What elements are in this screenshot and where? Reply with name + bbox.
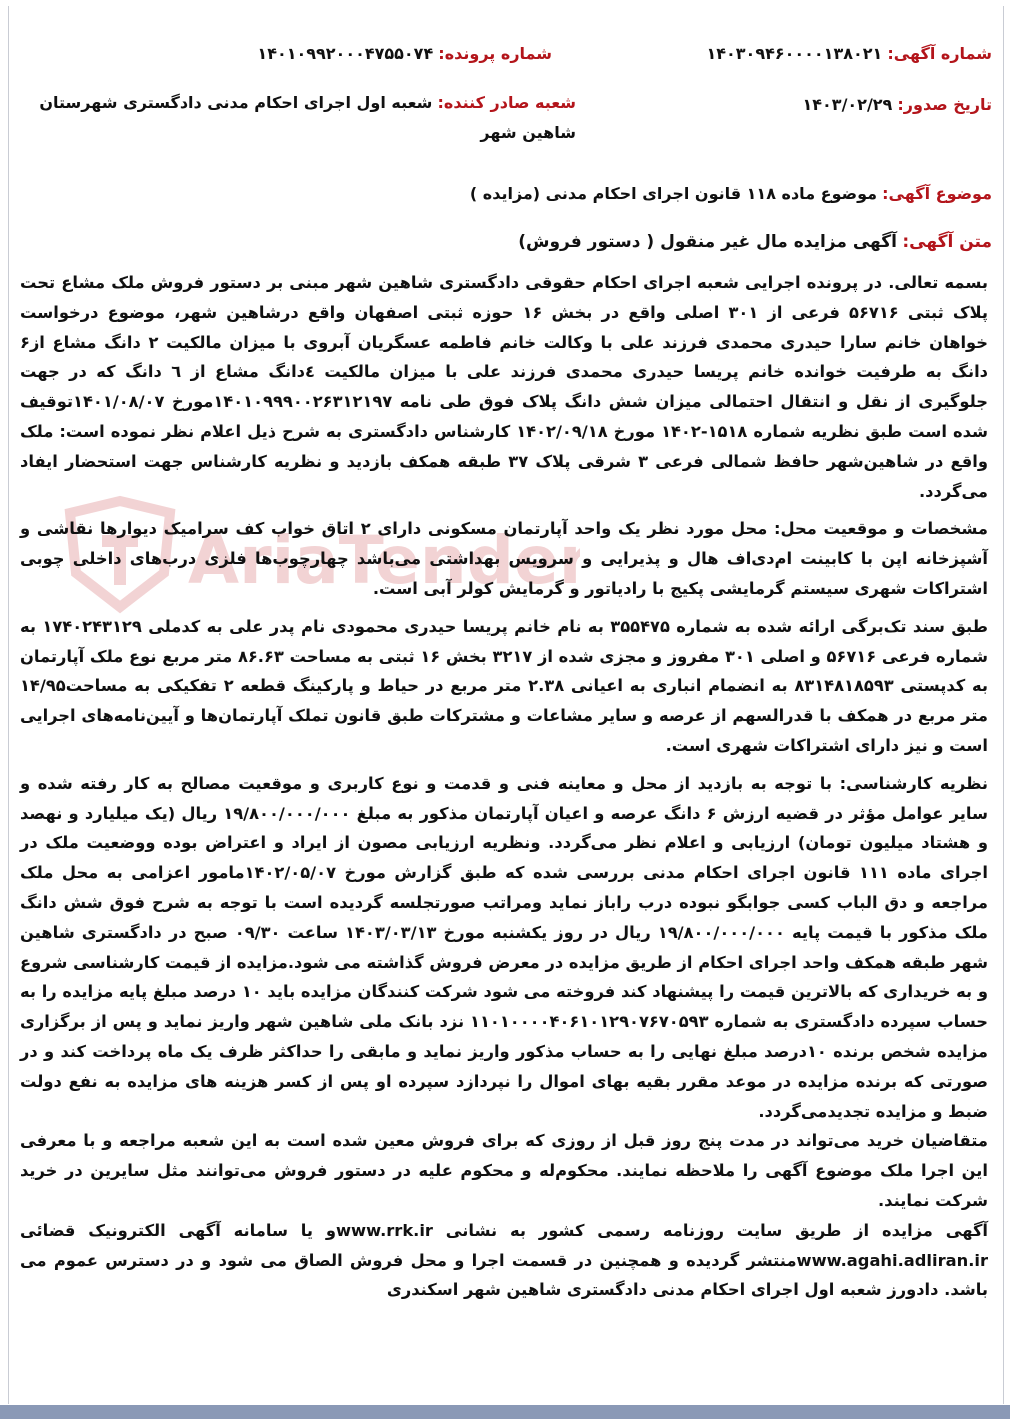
- issuing-branch-label: شعبه صادر کننده:: [437, 93, 576, 112]
- notice-text-label: متن آگهی:: [902, 232, 992, 252]
- notice-text-title: آگهی مزایده مال غیر منقول ( دستور فروش): [518, 232, 897, 252]
- adliran-link[interactable]: www.agahi.adliran.ir: [796, 1250, 988, 1270]
- subject-label: موضوع آگهی:: [882, 184, 992, 203]
- body-paragraph-publication: [20, 1216, 988, 1305]
- notice-body: [20, 268, 988, 1305]
- body-paragraph-deed: طبق سند تک‌برگی ارائه شده به شماره ۳۵۵۴۷۵ به نام خانم پریسا حیدری محمودی نام پدر علی به کدملی ۱۷۴۰۲۴۳۱۲۹ به شماره فرعی ۵۶۷۱۶ و اصلی ۳۰۱ مفروز و مجزی شده از ۳۲۱۷ بخش ۱۶ ثبتی به مساحت ۸۶.۶۳ متر مربع نوع ملک آپارتمان به کدپستی ۸۳۱۴۸۱۸۵۹۳ به انضمام انباری به اعیانی ۲.۳۸ متر مربع در حیاط و پارکینگ قطعه ۲ تفکیکی به مساحت۱۴/۹۵ متر مربع در همکف با قدرالسهم از عرصه و سایر مشاعات و مشترکات طبق قانون تملک آپارتمان‌ها و آیین‌نامه‌های اجرایی است و نیز دارای اشتراکات شهری است.: [20, 616, 989, 755]
- subject: موضوع ماده ۱۱۸ قانون اجرای احکام مدنی (مزایده ): [469, 184, 878, 203]
- publication-text-a: آگهی مزایده از طریق سایت روزنامه رسمی کشور به نشانی: [432, 1220, 988, 1240]
- publication-text-c: منتشر گردیده و همچنین در قسمت اجرا و محل فروش الصاق می شود و در دسترس عموم می باشد. دادورز شعبه اول اجرای احکام مدنی دادگستری شاهین شهر اسکندری: [20, 1250, 988, 1300]
- subject-row: [470, 180, 992, 208]
- issuing-branch-row: [36, 88, 576, 148]
- issue-date-label: تاریخ صدور:: [897, 95, 992, 114]
- notice-number-label: شماره آگهی:: [887, 44, 992, 63]
- watermark-brand-text: AriaTender: [188, 522, 580, 599]
- body-paragraph-intro: بسمه تعالی. در پرونده اجرایی شعبه اجرای احکام حقوقی دادگستری شاهین شهر مبنی بر دستور فروش ملک مشاع تحت پلاک ثبتی ۵۶۷۱۶ فرعی از ۳۰۱ اصلی واقع در بخش ۱۶ حوزه ثبتی اصفهان واقع درشاهین شهر، موضوع درخواست خواهان خانم سارا حیدری محمدی فرزند علی با وکالت خانم فاطمه عسگریان آبروی با میزان مالکیت ۲ دانگ مشاع از۶ دانگ به طرفیت خوانده خانم پریسا حیدری محمدی فرزند علی با میزان مالکیت ٤دانگ مشاع از ٦ دانگ که در جهت جلوگیری از نقل و انتقال احتمالی میزان شش دانگ پلاک فوق طی نامه ۱۴۰۱۰۹۹۹۰۰۲۶۳۱۲۱۹۷مورخ ۱۴۰۱/۰۸/۰۷توقیف شده است طبق نظریه شماره ۱۵۱۸-۱۴۰۲ مورخ ۱۴۰۲/۰۹/۱۸ کارشناس دادگستری به شرح ذیل اعلام نظر نموده است: ملک واقع در شاهین‌شهر حافظ شمالی فرعی ۳ شرقی پلاک ۳۷ طبقه همکف بازدید و نظریه کارشناس جهت استحضار ایفاد می‌گردد.: [20, 273, 989, 501]
- notice-number-row: [706, 40, 992, 68]
- body-paragraph-expert-opinion: نظریه کارشناسی: با توجه به بازدید از محل و معاینه فنی و قدمت و نوع کاربری و موقعیت مصالح به کار رفته شده و سایر عوامل مؤثر در قضیه ارزش ۶ دانگ عرصه و اعیان آپارتمان مذکور به مبلغ ۱۹/۸۰۰/۰۰۰/۰۰۰ ریال (یک میلیارد و نهصد و هشتاد میلیون تومان) ارزیابی و اعلام نظر می‌گردد. ونظریه ارزیابی مصون از ایراد و اعتراض بوده ووضعیت ملک در اجرای ماده ۱۱۱ قانون اجرای احکام مدنی بررسی شده که طبق گزارش مورخ ۱۴۰۲/۰۵/۰۷مامور اعزامی به محل ملک مراجعه و دق الباب کسی جوابگو نبوده درب راباز نماید ومراتب صورتجلسه گردیده است با توجه به شرح فوق شش دانگ ملک مذکور با قیمت پایه ۱۹/۸۰۰/۰۰۰/۰۰۰ ریال در روز یکشنبه مورخ ۱۴۰۳/۰۳/۱۳ ساعت ۰۹/۳۰ صبح در دادگستری شاهین شهر طبقه همکف واحد اجرای احکام از طریق مزایده در معرض فروش گذاشته می شود.مزایده از قیمت کارشناسی شروع و به خریداری که بالاترین قیمت را پیشنهاد کند فروخته می شود شرکت کنندگان مزایده باید ۱۰ درصد مبلغ پایه مزایده را به حساب سپرده دادگستری به شماره ۱۱۰۱۰۰۰۰۴۰۶۱۰۱۲۹۰۷۶۷۰۵۹۳ نزد بانک ملی شاهین شهر واریز نماید و پس از برگزاری مزایده شخص برنده ۱۰درصد مبلغ نهایی را به حساب مذکور واریز نماید و مابقی را حداکثر ظرف یک ماه پرداخت کند و در صورتی که برنده مزایده در موعد مقرر بقیه بهای اموال را نپردازد سپرده او پس از کسر هزینه های مزایده به نفع دولت ضبط و مزایده تجدیدمی‌گردد.: [20, 773, 989, 1121]
- body-paragraph-applicants: متقاضیان خرید می‌تواند در مدت پنج روز قبل از روزی که برای فروش معین شده است به این شعبه مراجعه و با معرفی این اجرا ملک موضوع آگهی را ملاحظه نمایند. محکوم‌له و محکوم علیه در دستور فروش می‌توانند مثل سایرین در خرید شرکت نمایند.: [20, 1131, 988, 1210]
- case-number-row: [257, 40, 552, 68]
- case-number: ۱۴۰۱۰۹۹۲۰۰۰۴۷۵۵۰۷۴: [257, 44, 434, 63]
- notice-text-title-row: [518, 228, 992, 256]
- issue-date-row: [803, 91, 993, 119]
- notice-number: ۱۴۰۳۰۹۴۶۰۰۰۰۱۳۸۰۲۱: [706, 44, 883, 63]
- bottom-bar: [0, 1405, 1010, 1419]
- body-paragraph-property-specs: مشخصات و موقعیت محل: محل مورد نظر یک واحد آپارتمان مسکونی دارای ۲ اتاق خواب کف سرامیک دیوارها نقاشی و آشپزخانه اپن با کابینت ام‌دی‌اف هال و پذیرایی و سرویس بهداشتی می‌باشد چهارچوب‌ها فلزی درب‌های داخلی چوبی اشتراکات شهری سیستم گرمایشی پکیج با رادیاتور و گرمایش کولر آبی است.: [20, 519, 988, 598]
- publication-text-b: و یا سامانه آگهی الکترونیک قضائی: [20, 1220, 336, 1240]
- rrk-link[interactable]: www.rrk.ir: [336, 1220, 433, 1240]
- issue-date: ۱۴۰۳/۰۲/۲۹: [802, 95, 893, 114]
- case-number-label: شماره پرونده:: [438, 44, 552, 63]
- issuing-branch: شعبه اول اجرای احکام مدنی دادگستری شهرستان شاهین شهر: [39, 93, 576, 142]
